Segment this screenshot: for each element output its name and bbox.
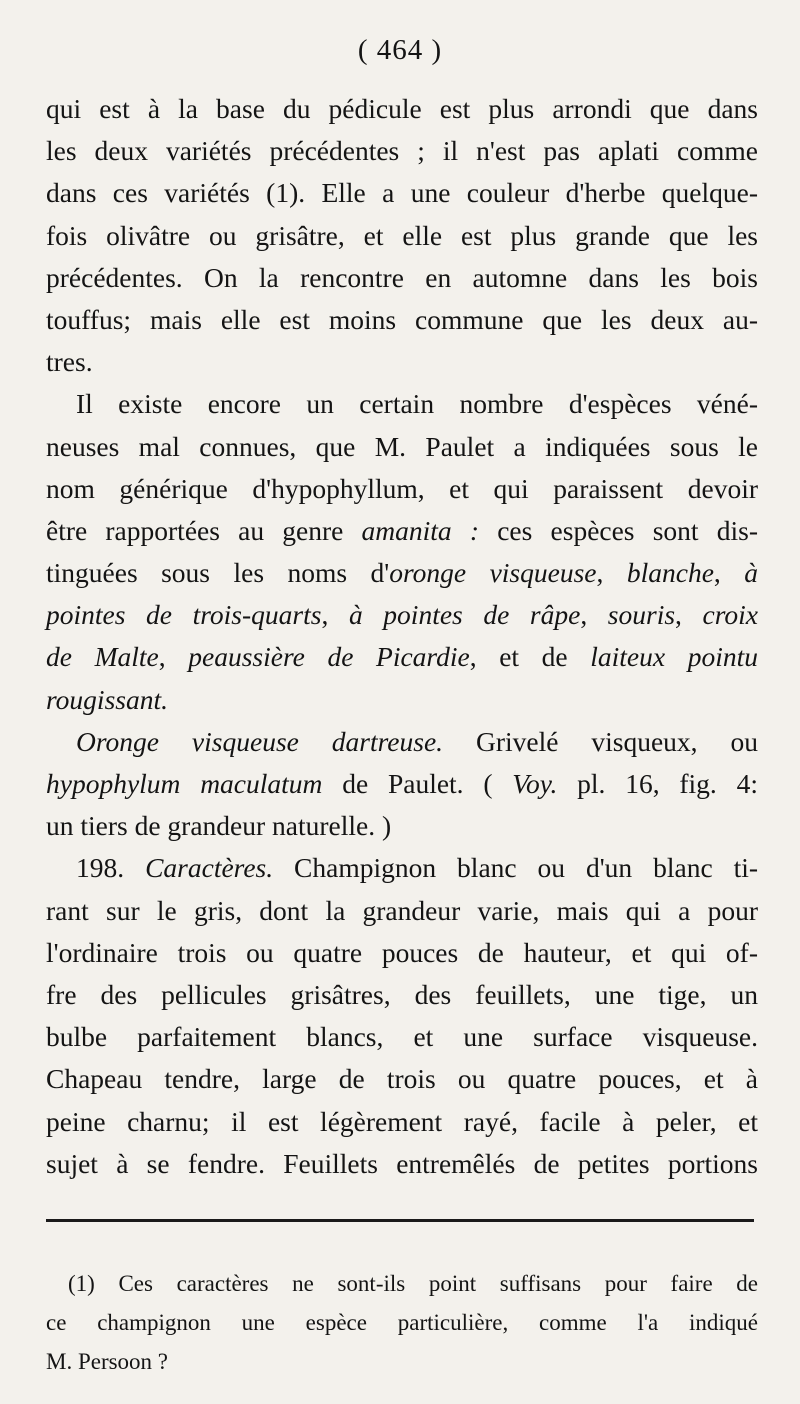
text-line: dans ces variétés (1). Elle a une couleur d'herbe quelque- [46, 177, 758, 209]
text-run: , [596, 557, 627, 589]
species-name: oronge visqueuse [389, 557, 597, 589]
species-name: à [744, 557, 758, 589]
text-run: , [675, 599, 703, 631]
text-line: peine charnu; il est légèrement rayé, facile à peler, et [46, 1105, 758, 1137]
text-line: tres. [46, 346, 93, 378]
section-number: 198. [76, 852, 146, 884]
species-name: laiteux pointu [590, 641, 758, 673]
text-run: tinguées sous les noms d' [46, 557, 390, 589]
page-number: ( 464 ) [357, 34, 443, 66]
text-line: précédentes. On la rencontre en automne dans les bois [46, 261, 758, 293]
text-line: les deux variétés précédentes ; il n'est pas aplati comme [46, 135, 758, 167]
species-name: peaussière de Picardie [188, 641, 470, 673]
text-run: de Paulet. ( [322, 768, 513, 799]
species-name: blanche [626, 557, 714, 589]
text-line [46, 679, 758, 721]
footnote-line: ce champignon une espèce particulière, comme l'a indiqué [46, 1310, 758, 1335]
text-run: , [580, 599, 608, 631]
text-run: , [321, 599, 349, 631]
text-line: neuses mal connues, que M. Paulet a indiquées sous le [46, 430, 758, 462]
footnote-line: M. Persoon ? [46, 1349, 169, 1374]
species-name: de Malte [46, 641, 159, 673]
text-line: nom générique d'hypophyllum, et qui paraissent devoir [46, 472, 758, 504]
text-line [46, 510, 758, 552]
species-name: pointes de trois-quarts [46, 599, 322, 631]
footnote-line: (1) Ces caractères ne sont-ils point suffisans pour faire de [68, 1271, 758, 1296]
text-run: , [158, 641, 189, 673]
paragraph-start-line [46, 847, 758, 889]
text-run: Grivelé visqueux, ou [443, 725, 758, 757]
species-name: à pointes de râpe [348, 599, 581, 631]
text-line: sujet à se fendre. Feuillets entremêlés de petites portions [46, 1147, 758, 1179]
latin-name: hypophylum maculatum [46, 768, 323, 799]
text-run: ces espèces sont dis- [479, 514, 758, 546]
species-name: rougissant. [46, 683, 168, 715]
footnote-divider [46, 1219, 754, 1222]
text-run: être rapportées au genre [46, 514, 362, 546]
text-run: , [713, 557, 745, 589]
footnote [46, 1264, 758, 1381]
text-line [46, 636, 758, 678]
text-line: l'ordinaire trois ou quatre pouces de hauteur, et qui of- [46, 936, 758, 968]
reference-abbrev: Voy. [512, 768, 558, 799]
text-run: Champignon blanc ou d'un blanc ti- [273, 852, 759, 884]
text-line: qui est à la base du pédicule est plus arrondi que dans [46, 93, 758, 124]
text-run: , et de [469, 641, 591, 673]
paragraph-start-line: Il existe encore un certain nombre d'espèces véné- [76, 388, 758, 420]
text-line: Chapeau tendre, large de trois ou quatre pouces, et à [46, 1063, 758, 1095]
text-line: rant sur le gris, dont la grandeur varie, mais qui a pour [46, 894, 758, 926]
species-name: souris [607, 599, 676, 631]
text-line: bulbe parfaitement blancs, et une surface visqueuse. [46, 1021, 758, 1053]
text-line: fre des pellicules grisâtres, des feuillets, une tige, un [46, 978, 758, 1010]
text-line [46, 552, 758, 594]
text-line [46, 594, 758, 636]
section-heading-line [46, 721, 758, 763]
main-text [46, 88, 758, 1185]
species-name: croix [702, 599, 759, 631]
text-line: un tiers de grandeur naturelle. ) [46, 810, 392, 842]
species-heading: Oronge visqueuse dartreuse. [76, 725, 444, 757]
section-label: Caractères. [145, 852, 274, 884]
genus-name: amanita : [361, 514, 480, 546]
text-line: fois olivâtre ou grisâtre, et elle est plus grande que les [46, 219, 758, 251]
text-line [46, 763, 758, 805]
text-line: touffus; mais elle est moins commune que les deux au- [46, 303, 758, 335]
text-run: pl. 16, fig. 4: [557, 768, 758, 799]
